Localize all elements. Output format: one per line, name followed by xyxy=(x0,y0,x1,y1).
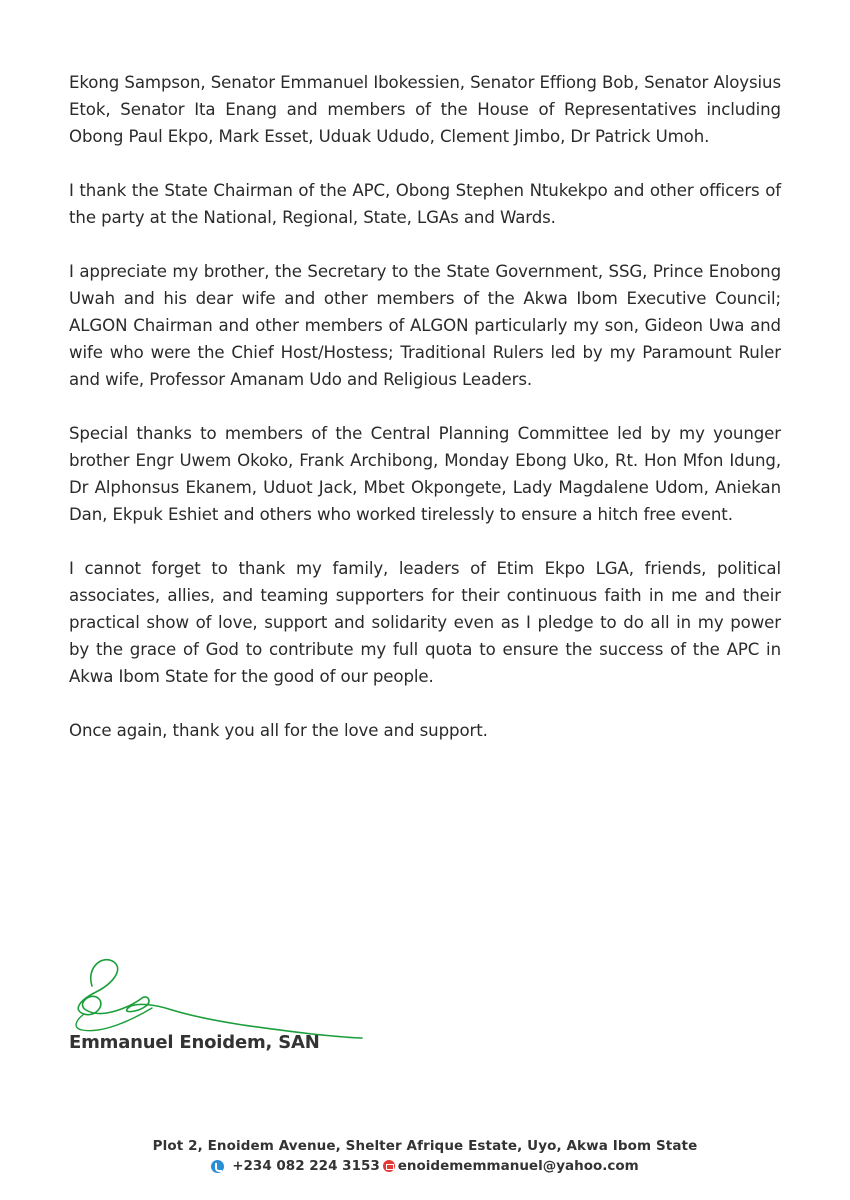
letter-body xyxy=(69,69,781,771)
letterhead-footer xyxy=(0,1138,850,1174)
footer-email: enoidememmanuel@yahoo.com xyxy=(397,1158,639,1174)
paragraph-ssg: I appreciate my brother, the Secretary to the State Government, SSG, Prince Enobong Uwah and his dear wife and other members of the Akwa Ibom Executive Council; ALGON Chairman and other members of ALGON particularly my son, Gideon Uwa and wife who were the Chief Host/Hostess; Traditional Rulers led by my Paramount Ruler and wife, Professor Amanam Udo and Religious Leaders. xyxy=(69,262,781,389)
footer-contacts xyxy=(0,1158,850,1174)
footer-phone: +234 082 224 3153 xyxy=(232,1158,380,1174)
signatory-name: Emmanuel Enoidem, SAN xyxy=(69,1032,320,1053)
paragraph-party-chairman: I thank the State Chairman of the APC, Obong Stephen Ntukekpo and other officers of the party at the National, Regional, State, LGAs and Wards. xyxy=(69,181,781,227)
handwritten-signature-icon xyxy=(62,948,382,1043)
signature xyxy=(62,948,382,1043)
paragraph-family: I cannot forget to thank my family, leaders of Etim Ekpo LGA, friends, political associates, allies, and teaming supporters for their continuous faith in me and their practical show of love, support and solidarity even as I pledge to do all in my power by the grace of God to contribute my full quota to ensure the success of the APC in Akwa Ibom State for the good of our people. xyxy=(69,559,781,686)
phone-icon xyxy=(211,1160,224,1173)
email-icon xyxy=(383,1160,395,1172)
closing-line: Once again, thank you all for the love and support. xyxy=(69,721,488,740)
paragraph-acknowledgements: Ekong Sampson, Senator Emmanuel Ibokessien, Senator Effiong Bob, Senator Aloysius Etok, Senator Ita Enang and members of the House of Representatives including Obong Paul Ekpo, Mark Esset, Uduak Ududo, Clement Jimbo, Dr Patrick Umoh. xyxy=(69,73,782,146)
paragraph-planning-committee: Special thanks to members of the Central Planning Committee led by my younger brother Engr Uwem Okoko, Frank Archibong, Monday Ebong Uko, Rt. Hon Mfon Idung, Dr Alphonsus Ekanem, Uduot Jack, Mbet Okpongete, Lady Magdalene Udom, Aniekan Dan, Ekpuk Eshiet and others who worked tirelessly to ensure a hitch free event. xyxy=(69,424,781,524)
footer-address: Plot 2, Enoidem Avenue, Shelter Afrique Estate, Uyo, Akwa Ibom State xyxy=(152,1138,698,1154)
